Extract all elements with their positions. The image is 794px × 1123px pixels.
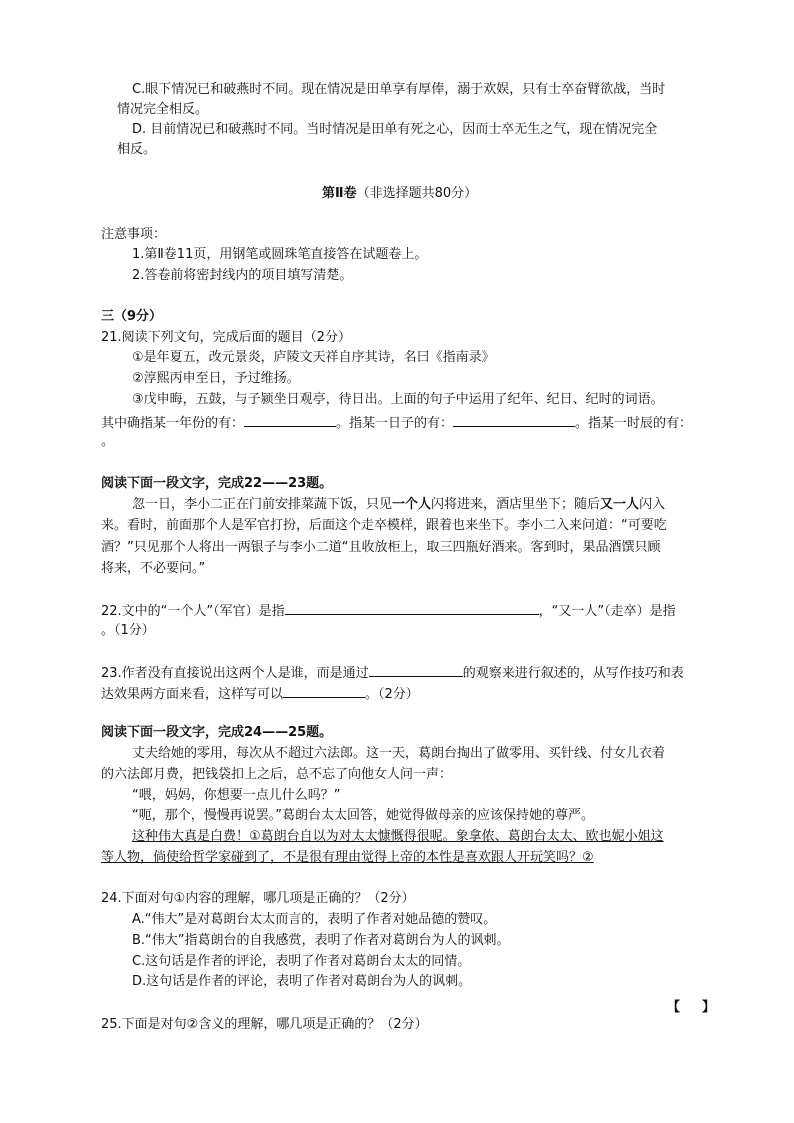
q21-label-year: 其中确指某一年份的有： (101, 416, 245, 431)
q25-stem: 25.下面是对句②含义的理解，哪几项是正确的？（2分） (101, 1017, 428, 1032)
passage1-line2: 来。看时，前面那个人是军官打扮，后面这个走卒模样，跟着也来坐下。李小二入来问道：“可要吃 (101, 518, 667, 533)
q21-sentence-2: ②淳熙丙申至日，予过维扬。 (132, 371, 300, 386)
section-title (322, 184, 477, 204)
passage2-line5 (132, 827, 664, 847)
section-title-main: 第Ⅱ卷 (322, 186, 357, 201)
q21-stem: 21.阅读下列文句，完成后面的题目（2分） (101, 330, 351, 345)
q21-label-hour: 。指某一时辰的有： (575, 416, 693, 431)
passage2-line1: 丈夫给她的零用，每次从不超过六法郎。这一天，葛朗台掏出了做零用、买针线、付女儿衣着 (132, 746, 666, 761)
section-title-sub: （非选择题共80分） (356, 186, 478, 201)
passage1-heading: 阅读下面一段文字，完成22——23题。 (101, 476, 333, 491)
q20-option-c-line1: C.眼下情况已和破燕时不同。现在情况是田单享有厚俸，溺于欢娱，只有士卒奋臂欲战，当时 (132, 82, 666, 97)
part3-heading: 三（9分） (101, 309, 163, 324)
bracket-open: 【 (667, 1000, 681, 1015)
q24-stem: 24.下面对句①内容的理解，哪几项是正确的？（2分） (101, 891, 415, 906)
q21-end: 。 (101, 434, 115, 449)
q20-option-d-line1: D. 目前情况已和破燕时不同。当时情况是田单有死之心，因而士卒无生之气，现在情况完全 (132, 122, 658, 137)
notes-heading: 注意事项： (101, 227, 167, 242)
passage2-line2: 的六法郎月费，把钱袋扣上之后，总不忘了向他女人问一声： (101, 767, 453, 782)
passage2-underlined-2: ①葛朗台自以为对太太慷慨得很呢。象拿侬、葛朗台太太、欧也妮小姐这 (249, 829, 664, 844)
q24-option-d: D.这句话是作者的评论，表明了作者对葛朗台为人的讽刺。 (132, 974, 472, 989)
q23-label-d: 。（2分） (365, 687, 419, 702)
q23-blank-1[interactable] (369, 662, 463, 677)
passage1-line3: 酒？”只见那个人将出一两银子与李小二道“且收放柜上，取三四瓶好酒来。客到时，果品酒馔只顾 (101, 540, 661, 555)
q23-line2 (101, 683, 419, 705)
passage1-line1 (132, 495, 665, 515)
passage1-text-a: 忽一日，李小二正在门前安排菜蔬下饭，只见 (132, 497, 393, 512)
passage2-line4: “呃，那个，慢慢再说罢。”葛朗台太太回答，她觉得做母亲的应该保持她的尊严。 (132, 808, 594, 823)
q22-label-a: 22.文中的“一个人”（军官）是指 (101, 604, 285, 619)
q21-blank-year[interactable] (244, 412, 336, 427)
q21-label-day: 。指某一日子的有： (336, 416, 454, 431)
q21-answer-line (101, 412, 692, 434)
passage2-line3: “喂，妈妈，你想要一点儿什么吗？” (132, 788, 341, 803)
q23-label-b: 的观察来进行叙述的，从写作技巧和表 (462, 666, 684, 681)
q20-option-c-line2: 情况完全相反。 (117, 102, 209, 117)
passage1-bold-1: 一个人 (392, 497, 432, 512)
q23-line1 (101, 662, 684, 684)
q21-sentence-3: ③戊申晦，五鼓，与子颍坐日观亭，待日出。上面的句子中运用了纪年、纪日、纪时的词语。 (132, 392, 664, 407)
bracket-close: 】 (702, 1000, 716, 1015)
q23-label-a: 23.作者没有直接说出这两个人是谁，而是通过 (101, 666, 369, 681)
passage1-bold-2: 又一人 (600, 497, 640, 512)
q21-sentence-1: ①是年夏五，改元景炎，庐陵文天祥自序其诗，名曰《指南录》 (132, 350, 495, 365)
passage2-underlined-1: 这种伟大真是白费！ (132, 829, 250, 844)
passage1-text-c: 闪将进来，酒店里坐下；随后 (431, 497, 601, 512)
passage2-line6: 等人物，倘使给哲学家碰到了，不是很有理由觉得上帝的本性是喜欢跟人开玩笑吗？② (101, 850, 594, 865)
notes-item-2: 2.答卷前将密封线内的项目填写清楚。 (132, 268, 353, 283)
passage1-line4: 将来，不必要问。” (101, 561, 206, 576)
passage1-text-e: 闪入 (639, 497, 666, 512)
q22-line1 (101, 600, 676, 622)
q23-blank-2[interactable] (283, 683, 365, 698)
q24-option-b: B.“伟大”指葛朗台的自我感赏，表明了作者对葛朗台为人的讽刺。 (132, 933, 510, 948)
q24-option-a: A.“伟大”是对葛朗台太太而言的，表明了作者对她品德的赞叹。 (132, 912, 497, 927)
q22-blank-1[interactable] (285, 600, 539, 615)
q21-blank-day[interactable] (453, 412, 575, 427)
q23-label-c: 达效果两方面来看，这样写可以 (101, 687, 284, 702)
notes-item-1: 1.第Ⅱ卷11页，用钢笔或圆珠笔直接答在试题卷上。 (132, 247, 428, 262)
q20-option-d-line2: 相反。 (117, 142, 157, 157)
q22-score: 。（1分） (101, 623, 155, 638)
q24-option-c: C.这句话是作者的评论，表明了作者对葛朗台太太的同情。 (132, 954, 471, 969)
passage2-heading: 阅读下面一段文字，完成24——25题。 (101, 725, 333, 740)
q24-answer-bracket[interactable] (667, 996, 715, 1015)
q22-label-b: ，“又一人”（走卒）是指 (538, 604, 676, 619)
